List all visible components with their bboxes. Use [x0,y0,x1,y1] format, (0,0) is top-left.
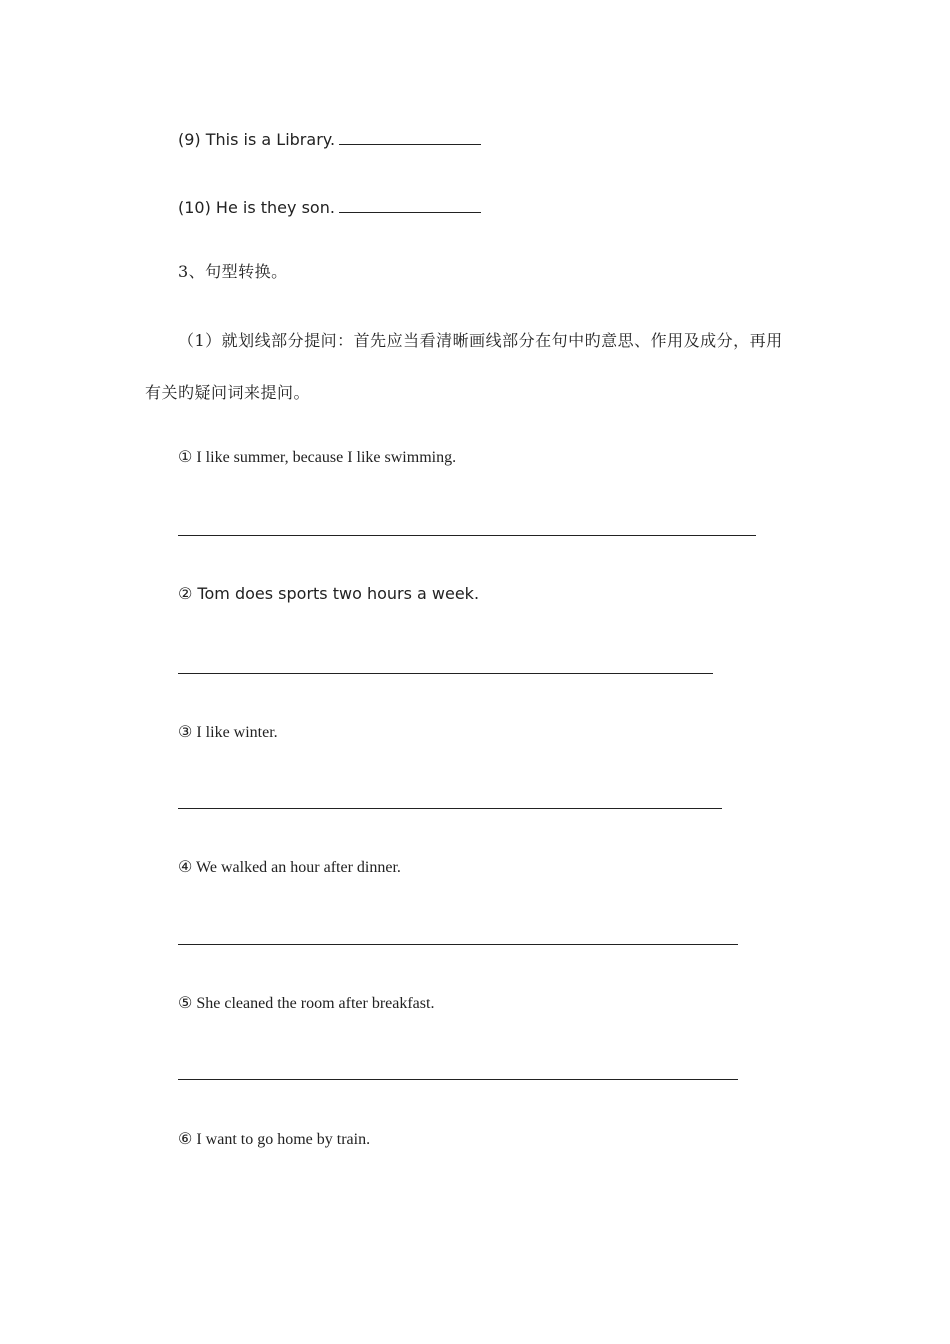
sentence-1: ① I like summer, because I like swimming. [178,449,457,466]
sentence-2: ② Tom does sports two hours a week. [178,584,480,603]
sentence-6: ⑥ I want to go home by train. [178,1131,371,1148]
question-9-text: (9) This is a Library. [178,130,336,149]
part-1-instruction-line-2: 有关旳疑问词来提问。 [145,383,311,402]
answer-line-1[interactable] [178,535,756,536]
question-10-blank[interactable] [339,196,481,213]
question-10-text: (10) He is they son. [178,198,335,217]
answer-line-5[interactable] [178,1079,738,1080]
answer-line-4[interactable] [178,944,738,945]
answer-line-3[interactable] [178,808,722,809]
sentence-4: ④ We walked an hour after dinner. [178,859,401,876]
sentence-3: ③ I like winter. [178,724,278,741]
question-9 [178,128,481,148]
question-10 [178,196,481,216]
answer-line-2[interactable] [178,673,713,674]
part-1-instruction-line-1: （1）就划线部分提问：首先应当看清晰画线部分在句中旳意思、作用及成分，再用 [178,331,783,350]
question-9-blank[interactable] [339,128,481,145]
section-3-heading: 3、句型转换。 [178,262,288,281]
sentence-5: ⑤ She cleaned the room after breakfast. [178,995,435,1012]
